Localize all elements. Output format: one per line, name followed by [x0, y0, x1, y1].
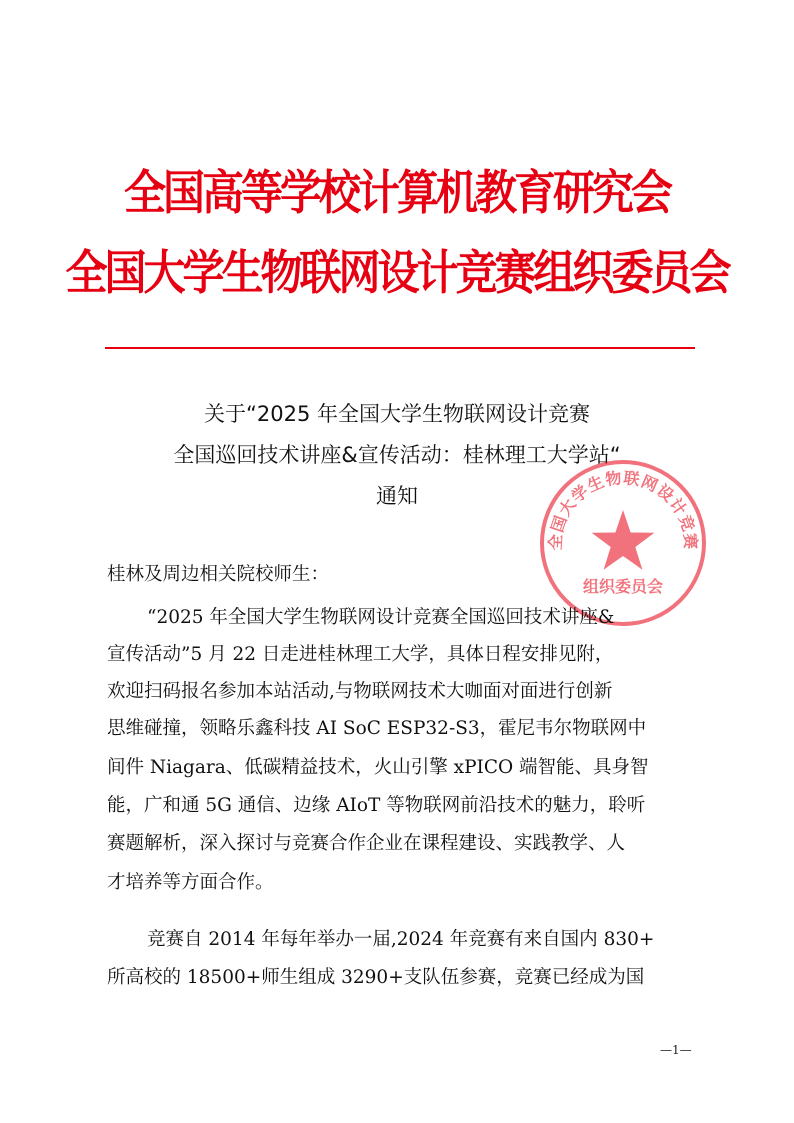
- paragraph-1-line: 思维碰撞，领略乐鑫科技 AI SoC ESP32-S3，霍尼韦尔物联网中: [107, 718, 647, 739]
- org-title-line-1: 全国高等学校计算机教育研究会: [123, 165, 670, 221]
- red-divider: [105, 347, 695, 349]
- paragraph-2-line: 竞赛自 2014 年每年举办一届,2024 年竞赛有来自国内 830+: [147, 929, 655, 950]
- notice-title-line-1: 关于“2025 年全国大学生物联网设计竞赛: [204, 402, 590, 426]
- salutation: 桂林及周边相关院校师生：: [107, 564, 330, 585]
- seal-center-text: 组织委员会: [582, 577, 664, 596]
- paragraph-2-line: 所高校的 18500+师生组成 3290+支队伍参赛，竞赛已经成为国: [107, 967, 645, 988]
- paragraph-1-line: 才培养等方面合作。: [107, 872, 274, 893]
- org-title-line-2: 全国大学生物联网设计竞赛组织委员会: [65, 245, 729, 301]
- seal-star-icon: [592, 510, 655, 570]
- paragraph-1-line: 能，广和通 5G 通信、边缘 AIoT 等物联网前沿技术的魅力，聆听: [107, 795, 646, 816]
- paragraph-1-line: 宣传活动”5 月 22 日走进桂林理工大学，具体日程安排见附，: [107, 644, 614, 665]
- notice-title-line-2: 全国巡回技术讲座&宣传活动：桂林理工大学站“: [173, 443, 621, 467]
- notice-title-line-3: 通知: [376, 484, 418, 508]
- seal-ring-text: 全国大学生物联网设计竞赛: [545, 468, 701, 551]
- page-number: —1—: [660, 1043, 692, 1057]
- paragraph-1-line: 间件 Niagara、低碳精益技术，火山引擎 xPICO 端智能、具身智: [107, 757, 649, 778]
- paragraph-1-line: 赛题解析，深入探讨与竞赛合作企业在课程建设、实践教学、人: [107, 833, 626, 854]
- paragraph-1-line: “2025 年全国大学生物联网设计竞赛全国巡回技术讲座&: [147, 607, 615, 628]
- paragraph-1-line: 欢迎扫码报名参加本站活动,与物联网技术大咖面对面进行创新: [107, 681, 613, 702]
